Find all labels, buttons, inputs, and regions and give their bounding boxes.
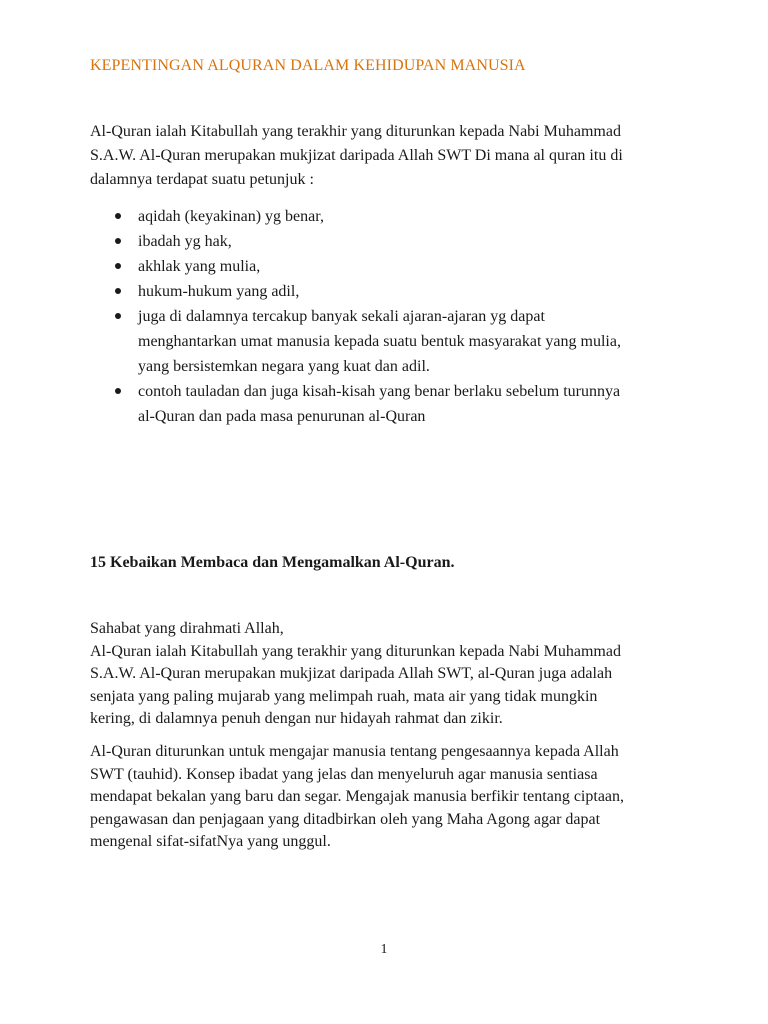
bullet-list xyxy=(90,204,690,429)
bullet-text: yang bersistemkan negara yang kuat dan adil. xyxy=(138,358,430,375)
bullet-icon xyxy=(115,263,121,269)
document-title: KEPENTINGAN ALQURAN DALAM KEHIDUPAN MANUSIA xyxy=(90,57,526,74)
intro-line: Al-Quran ialah Kitabullah yang terakhir yang diturunkan kepada Nabi Muhammad xyxy=(90,123,621,140)
intro-line: dalamnya terdapat suatu petunjuk : xyxy=(90,171,314,188)
body-line: Al-Quran diturunkan untuk mengajar manusia tentang pengesaannya kepada Allah xyxy=(90,743,619,760)
bullet-icon xyxy=(115,313,121,319)
bullet-item xyxy=(90,254,690,279)
intro-paragraph xyxy=(90,120,690,192)
body-line: SWT (tauhid). Konsep ibadat yang jelas dan menyeluruh agar manusia sentiasa xyxy=(90,765,598,783)
body-line: Al-Quran ialah Kitabullah yang terakhir yang diturunkan kepada Nabi Muhammad xyxy=(90,642,621,660)
bullet-icon xyxy=(115,213,121,219)
bullet-item xyxy=(90,304,690,379)
body-line: kering, di dalamnya penuh dengan nur hidayah rahmat dan zikir. xyxy=(90,710,503,727)
bullet-text: juga di dalamnya tercakup banyak sekali ajaran-ajaran yg dapat xyxy=(138,308,545,325)
bullet-item xyxy=(90,204,690,229)
body-line: mengenal sifat-sifatNya yang unggul. xyxy=(90,833,331,850)
intro-line: S.A.W. Al-Quran merupakan mukjizat daripada Allah SWT Di mana al quran itu di xyxy=(90,147,623,164)
bullet-item xyxy=(90,279,690,304)
body-line: senjata yang paling mujarab yang melimpah ruah, mata air yang tidak mungkin xyxy=(90,687,598,705)
body-line: mendapat bekalan yang baru dan segar. Mengajak manusia berfikir tentang ciptaan, xyxy=(90,788,625,805)
page-number: 1 xyxy=(380,942,388,957)
section-heading: 15 Kebaikan Membaca dan Mengamalkan Al-Quran. xyxy=(90,554,455,571)
bullet-item xyxy=(90,229,690,254)
bullet-text: menghantarkan umat manusia kepada suatu bentuk masyarakat yang mulia, xyxy=(138,333,621,350)
bullet-text: aqidah (keyakinan) yg benar, xyxy=(138,208,324,225)
bullet-text: al-Quran dan pada masa penurunan al-Quran xyxy=(138,408,426,425)
bullet-text: ibadah yg hak, xyxy=(138,233,232,250)
body-line: Sahabat yang dirahmati Allah, xyxy=(90,620,284,637)
body-paragraph xyxy=(90,741,690,854)
bullet-icon xyxy=(115,388,121,394)
bullet-icon xyxy=(115,238,121,244)
bullet-icon xyxy=(115,288,121,294)
bullet-text: hukum-hukum yang adil, xyxy=(138,283,300,300)
bullet-item xyxy=(90,379,690,429)
body-line: S.A.W. Al-Quran merupakan mukjizat daripada Allah SWT, al-Quran juga adalah xyxy=(90,665,613,682)
bullet-text: akhlak yang mulia, xyxy=(138,258,261,275)
body-line: pengawasan dan penjagaan yang ditadbirkan oleh yang Maha Agong agar dapat xyxy=(90,810,601,828)
body-paragraph xyxy=(90,618,690,731)
bullet-text: contoh tauladan dan juga kisah-kisah yang benar berlaku sebelum turunnya xyxy=(138,383,621,400)
